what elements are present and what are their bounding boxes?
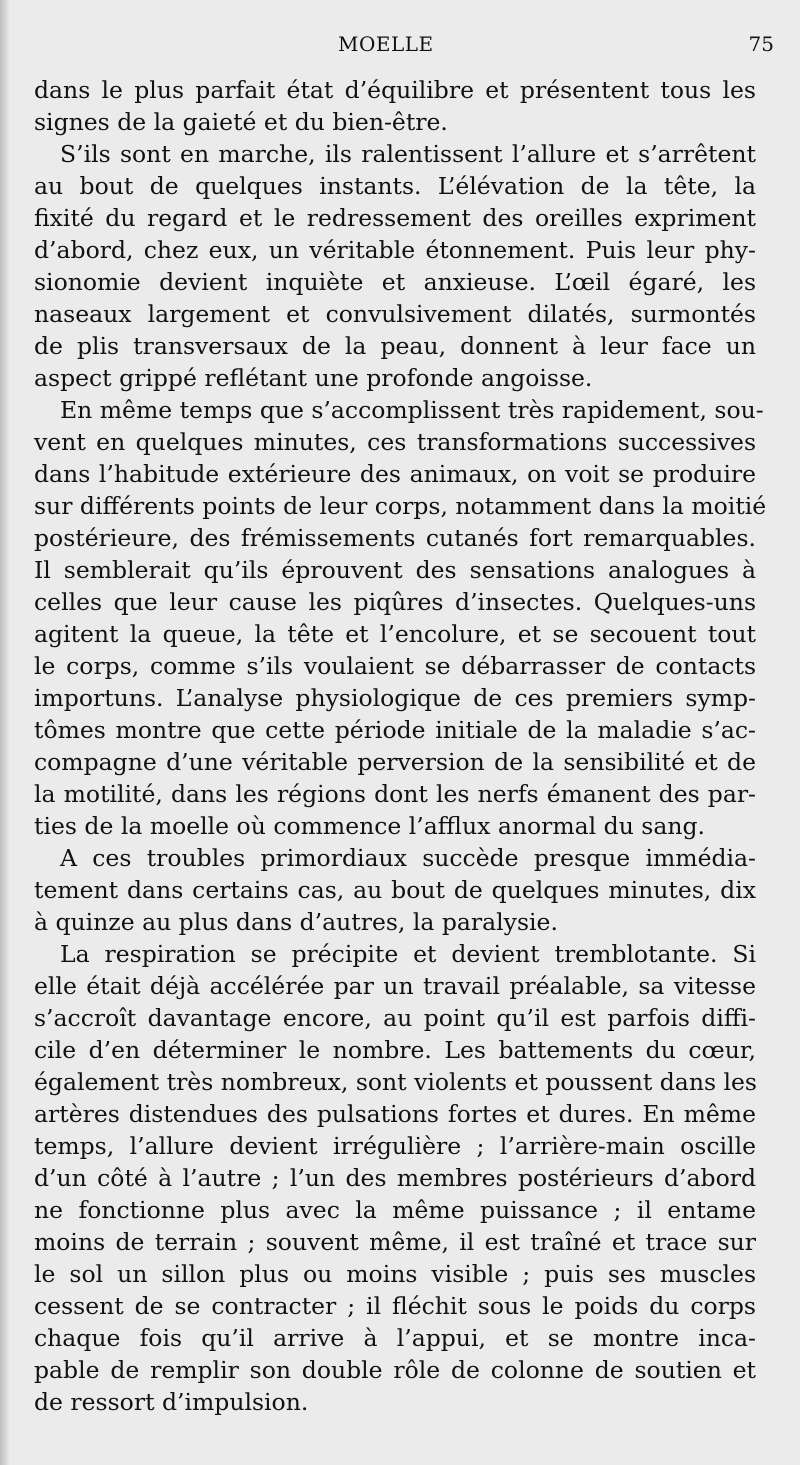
- text-line: tement dans certains cas, au bout de quelques minutes, dix: [34, 876, 756, 904]
- text-line: A ces troubles primordiaux succède presque immédia-: [60, 844, 756, 872]
- text-line: également très nombreux, sont violents et poussent dans les: [34, 1068, 757, 1096]
- text-line: sionomie devient inquiète et anxieuse. L’œil égaré, les: [34, 268, 756, 296]
- text-line: sur différents points de leur corps, notamment dans la moitié: [34, 492, 767, 520]
- page-header: [0, 32, 800, 60]
- text-line: de ressort d’impulsion.: [34, 1388, 309, 1416]
- text-line: le sol un sillon plus ou moins visible ; puis ses muscles: [34, 1260, 756, 1288]
- text-line: Il semblerait qu’ils éprouvent des sensations analogues à: [34, 556, 756, 584]
- text-line: naseaux largement et convulsivement dilatés, surmontés: [34, 300, 756, 328]
- text-line: ne fonctionne plus avec la même puissance ; il entame: [34, 1196, 756, 1224]
- text-line: pable de remplir son double rôle de colonne de soutien et: [34, 1356, 756, 1384]
- text-line: d’un côté à l’autre ; l’un des membres postérieurs d’abord: [34, 1164, 756, 1192]
- running-head: MOELLE: [338, 32, 434, 56]
- text-line: à quinze au plus dans d’autres, la paralysie.: [34, 908, 558, 936]
- text-line: ties de la moelle où commence l’afflux anormal du sang.: [34, 812, 706, 840]
- text-line: chaque fois qu’il arrive à l’appui, et se montre inca-: [34, 1324, 756, 1352]
- text-line: artères distendues des pulsations fortes et dures. En même: [34, 1100, 756, 1128]
- text-line: La respiration se précipite et devient tremblotante. Si: [60, 940, 756, 968]
- text-line: compagne d’une véritable perversion de la sensibilité et de: [34, 748, 756, 776]
- text-line: cessent de se contracter ; il fléchit sous le poids du corps: [34, 1292, 756, 1320]
- text-line: postérieure, des frémissements cutanés fort remarquables.: [34, 524, 756, 552]
- text-line: vent en quelques minutes, ces transformations successives: [34, 428, 756, 456]
- text-line: dans le plus parfait état d’équilibre et présentent tous les: [34, 76, 756, 104]
- text-line: dans l’habitude extérieure des animaux, on voit se produire: [34, 460, 756, 488]
- text-line: le corps, comme s’ils voulaient se débarrasser de contacts: [34, 652, 756, 680]
- page-gutter-shadow: [0, 0, 10, 1465]
- text-line: signes de la gaieté et du bien-être.: [34, 108, 448, 136]
- text-line: la motilité, dans les régions dont les nerfs émanent des par-: [34, 780, 756, 808]
- text-line: aspect grippé reflétant une profonde angoisse.: [34, 364, 593, 392]
- page-number: 75: [748, 32, 774, 56]
- text-line: elle était déjà accélérée par un travail préalable, sa vitesse: [34, 972, 756, 1000]
- text-line: temps, l’allure devient irrégulière ; l’arrière-main oscille: [34, 1132, 756, 1160]
- text-line: fixité du regard et le redressement des oreilles expriment: [34, 204, 756, 232]
- text-line: tômes montre que cette période initiale de la maladie s’ac-: [34, 716, 756, 744]
- body-text: [34, 74, 767, 1418]
- text-line: d’abord, chez eux, un véritable étonnement. Puis leur phy-: [34, 236, 756, 264]
- text-line: s’accroît davantage encore, au point qu’il est parfois diffi-: [34, 1004, 756, 1032]
- text-line: cile d’en déterminer le nombre. Les battements du cœur,: [34, 1036, 756, 1064]
- text-line: celles que leur cause les piqûres d’insectes. Quelques-uns: [34, 588, 756, 616]
- text-line: agitent la queue, la tête et l’encolure, et se secouent tout: [34, 620, 756, 648]
- text-line: S’ils sont en marche, ils ralentissent l’allure et s’arrêtent: [60, 140, 756, 168]
- text-line: de plis transversaux de la peau, donnent à leur face un: [34, 332, 756, 360]
- text-line: En même temps que s’accomplissent très rapidement, sou-: [60, 396, 764, 424]
- text-line: moins de terrain ; souvent même, il est traîné et trace sur: [34, 1228, 756, 1256]
- text-line: au bout de quelques instants. L’élévation de la tête, la: [34, 172, 756, 200]
- text-line: importuns. L’analyse physiologique de ces premiers symp-: [34, 684, 756, 712]
